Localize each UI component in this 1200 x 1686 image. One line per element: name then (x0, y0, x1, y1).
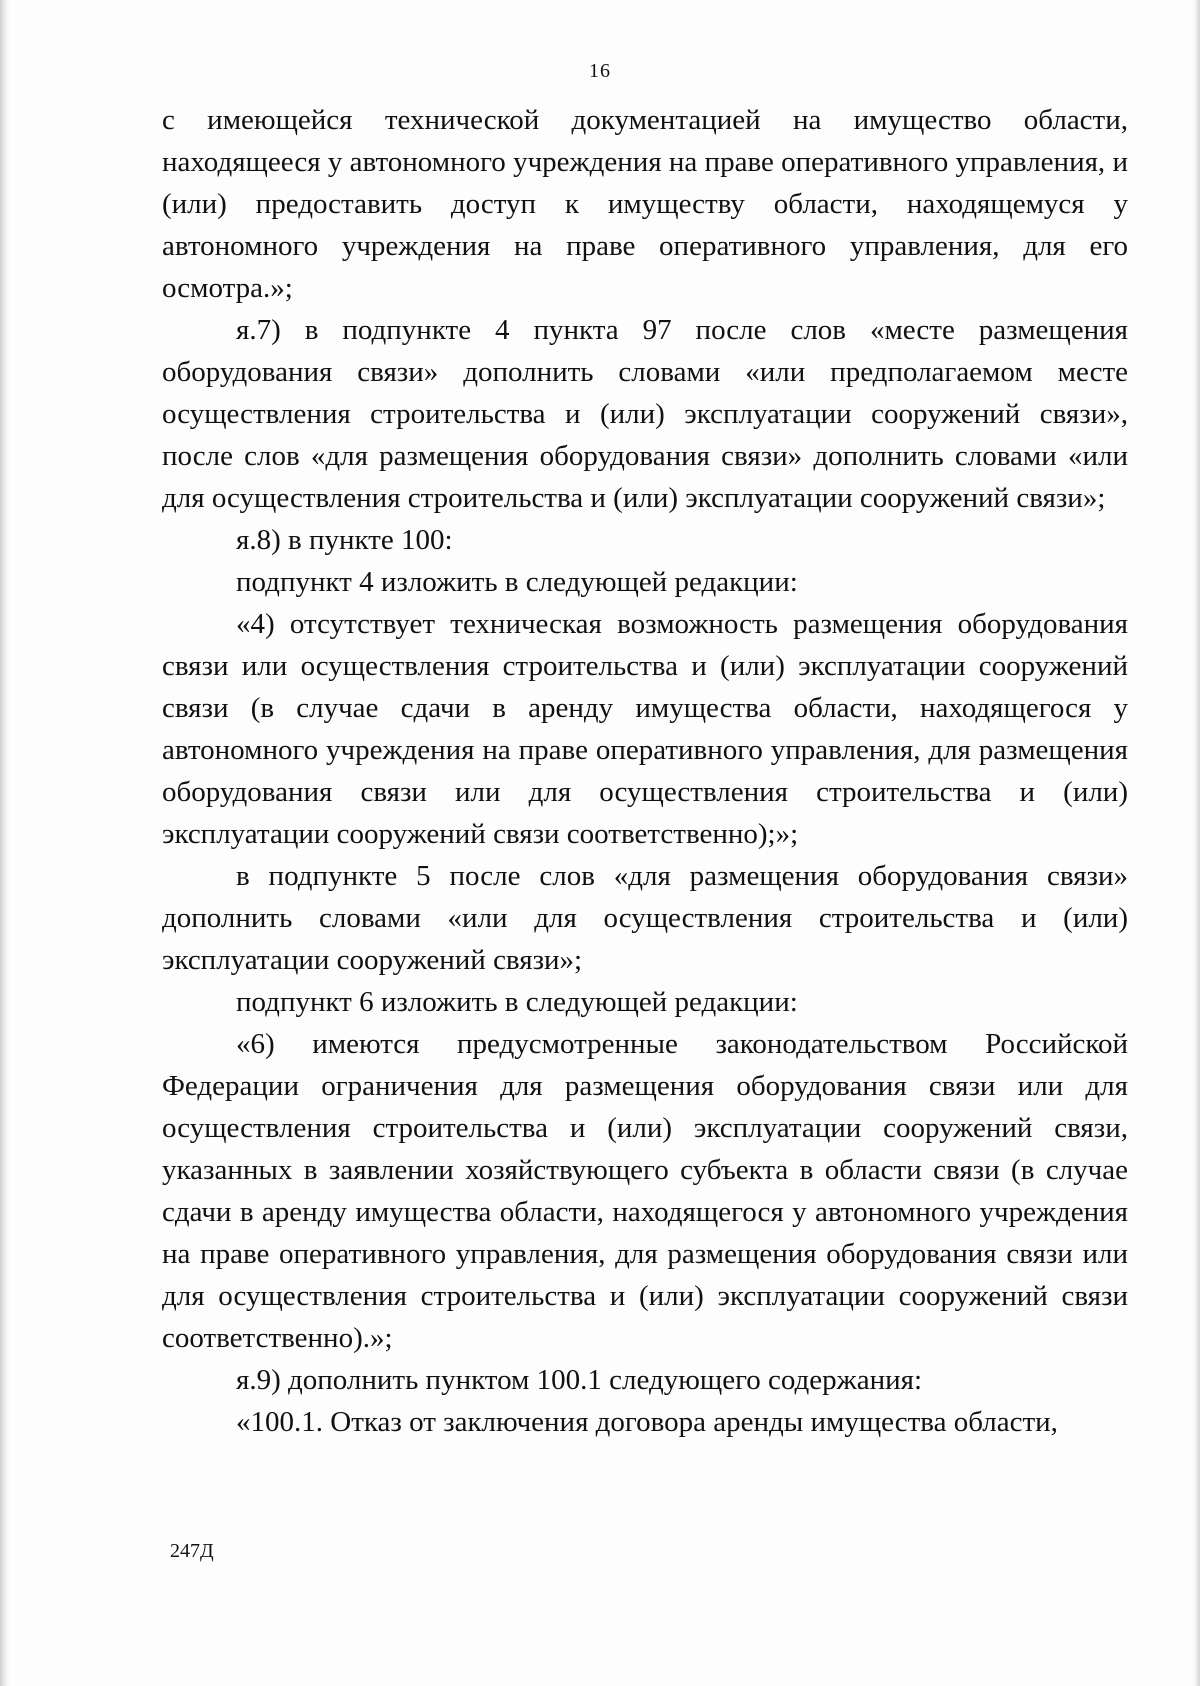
page-number: 16 (589, 60, 611, 82)
paragraph-1: с имеющейся технической документацией на имущество области, находящееся у автономного учреждения на праве оперативного управления, и (или) предоставить доступ к имуществу области, находящемуся у автономного учреждения на праве оперативного управления, для его осмотра.»; (162, 104, 1128, 304)
paragraph-5: «4) отсутствует техническая возможность размещения оборудования связи или осуществления строительства и (или) эксплуатации сооружений связи (в случае сдачи в аренду имущества области, находящегося у автономного учреждения на праве оперативного управления, для размещения оборудования связи или для осуществления строительства и (или) эксплуатации сооружений связи соответственно);»; (162, 608, 1128, 850)
scan-edge-right (1192, 0, 1200, 1686)
paragraph-8: «6) имеются предусмотренные законодательством Российской Федерации ограничения для размещения оборудования связи или для осуществления строительства и (или) эксплуатации сооружений связи, указанных в заявлении хозяйствующего субъекта в области связи (в случае сдачи в аренду имущества области, находящегося у автономного учреждения на праве оперативного управления, для размещения оборудования связи или для осуществления строительства и (или) эксплуатации сооружений связи соответственно).»; (162, 1028, 1128, 1354)
document-code: 247Д (170, 1540, 214, 1562)
paragraph-6: в подпункте 5 после слов «для размещения оборудования связи» дополнить словами «или для осуществления строительства и (или) эксплуатации сооружений связи»; (162, 860, 1128, 976)
paragraph-2: я.7) в подпункте 4 пункта 97 после слов «месте размещения оборудования связи» дополнить словами «или предполагаемом месте осуществления строительства и (или) эксплуатации сооружений связи», после слов «для размещения оборудования связи» дополнить словами «или для осуществления строительства и (или) эксплуатации сооружений связи»; (162, 314, 1128, 514)
scan-edge-left (0, 0, 10, 1686)
paragraph-7: подпункт 6 изложить в следующей редакции: (236, 986, 798, 1018)
paragraph-9: я.9) дополнить пунктом 100.1 следующего содержания: (236, 1364, 923, 1396)
paragraph-10: «100.1. Отказ от заключения договора аренды имущества области, (236, 1406, 1058, 1438)
document-body (162, 99, 1128, 1443)
paragraph-3: я.8) в пункте 100: (236, 524, 453, 556)
paragraph-4: подпункт 4 изложить в следующей редакции: (236, 566, 798, 598)
